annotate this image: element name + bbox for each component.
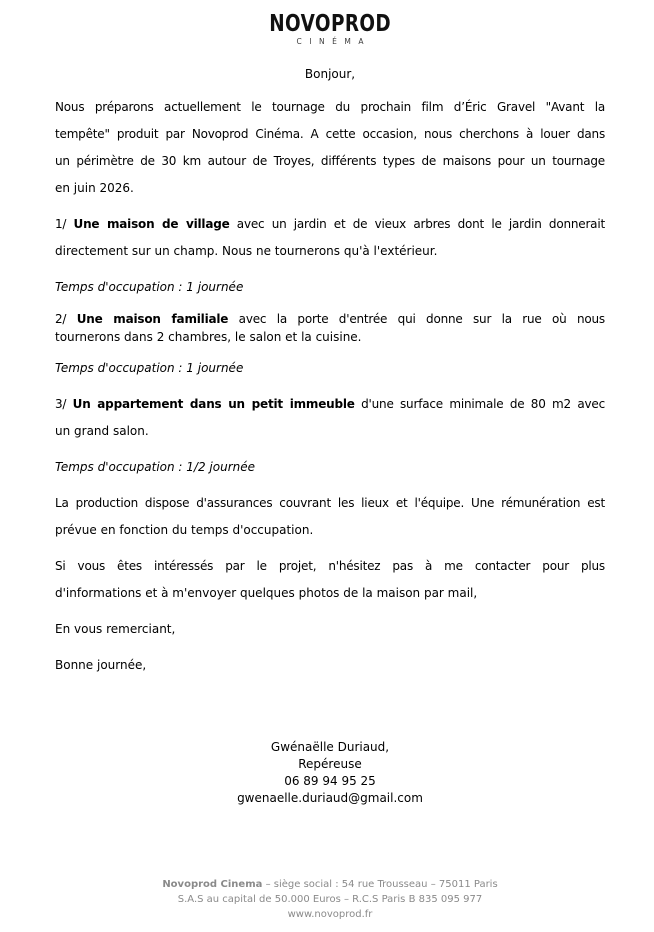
occupation-note <box>55 355 605 382</box>
text-line <box>55 652 605 679</box>
text-line <box>55 238 605 265</box>
bold-text: Une maison familiale <box>76 312 229 326</box>
greeting: Bonjour, <box>304 67 356 81</box>
footer-line-2: S.A.S au capital de 50.000 Euros – R.C.S Paris B 835 095 977 <box>177 894 483 905</box>
text: directement sur un champ. Nous ne tournerons qu'à l'extérieur. <box>55 244 438 258</box>
text-line <box>55 553 605 580</box>
text-line <box>55 310 605 328</box>
text-line <box>55 391 605 418</box>
paragraph <box>55 553 605 607</box>
text-line <box>55 328 605 346</box>
text: d'informations et à m'envoyer quelques photos de la maison par mail, <box>55 586 478 600</box>
text: Temps d'occupation : 1 journée <box>55 361 244 375</box>
text: 1/ <box>55 217 74 231</box>
text-line <box>55 517 605 544</box>
closing <box>55 616 605 643</box>
footer-line-1 <box>55 877 605 892</box>
text-line <box>55 121 605 148</box>
footer-address: – siège social : 54 rue Trousseau – 75011 Paris <box>262 879 498 890</box>
text: avec un jardin et de vieux arbres dont le jardin donnerait <box>229 217 605 231</box>
signature-phone: 06 89 94 95 25 <box>284 774 376 788</box>
logo-subtitle: CINÉMA <box>296 37 371 46</box>
text: En vous remerciant, <box>55 622 176 636</box>
signature-role: Repéreuse <box>298 757 362 771</box>
text-line <box>55 211 605 238</box>
paragraph <box>55 490 605 544</box>
text: Temps d'occupation : 1 journée <box>55 280 244 294</box>
text-line <box>55 94 605 121</box>
text-line <box>55 490 605 517</box>
logo-wordmark: NOVOPROD <box>269 11 391 37</box>
footer-company-name: Novoprod Cinema <box>162 879 263 890</box>
footer-website: www.novoprod.fr <box>287 909 373 920</box>
text-line <box>55 418 605 445</box>
paragraph <box>55 391 605 445</box>
signature-email: gwenaelle.duriaud@gmail.com <box>237 791 423 805</box>
text-line <box>55 274 605 301</box>
text-line <box>55 355 605 382</box>
paragraph <box>55 94 605 202</box>
text-line <box>55 454 605 481</box>
text: La production dispose d'assurances couvrant les lieux et l'équipe. Une rémunération est <box>55 496 605 510</box>
signature-block <box>55 739 605 807</box>
text: tempête" produit par Novoprod Cinéma. A cette occasion, nous cherchons à louer dans <box>55 127 605 141</box>
closing <box>55 652 605 679</box>
text: d'une surface minimale de 80 m2 avec <box>354 397 605 411</box>
text: prévue en fonction du temps d'occupation. <box>55 523 314 537</box>
paragraph <box>55 211 605 265</box>
letter-body <box>55 94 605 679</box>
text-line <box>55 148 605 175</box>
paragraph <box>55 310 605 346</box>
text: Bonne journée, <box>55 658 147 672</box>
novoprod-logo <box>55 12 605 47</box>
bold-text: Une maison de village <box>73 217 230 231</box>
text: en juin 2026. <box>55 181 134 195</box>
occupation-note <box>55 274 605 301</box>
text: Temps d'occupation : 1/2 journée <box>55 460 256 474</box>
text: 2/ <box>55 312 77 326</box>
occupation-note <box>55 454 605 481</box>
text-line <box>55 175 605 202</box>
text: 3/ <box>55 397 73 411</box>
footer <box>55 877 605 922</box>
text: un grand salon. <box>55 424 149 438</box>
text: Nous préparons actuellement le tournage du prochain film d’Éric Gravel "Avant la <box>55 100 605 114</box>
text: tournerons dans 2 chambres, le salon et la cuisine. <box>55 330 362 344</box>
text: un périmètre de 30 km autour de Troyes, différents types de maisons pour un tournage <box>55 154 605 168</box>
text-line <box>55 580 605 607</box>
bold-text: Un appartement dans un petit immeuble <box>72 397 355 411</box>
text-line <box>55 616 605 643</box>
text: avec la porte d'entrée qui donne sur la rue où nous <box>228 312 605 326</box>
text: Si vous êtes intéressés par le projet, n'hésitez pas à me contacter pour plus <box>55 559 605 573</box>
signature-name: Gwénaëlle Duriaud, <box>270 740 390 754</box>
